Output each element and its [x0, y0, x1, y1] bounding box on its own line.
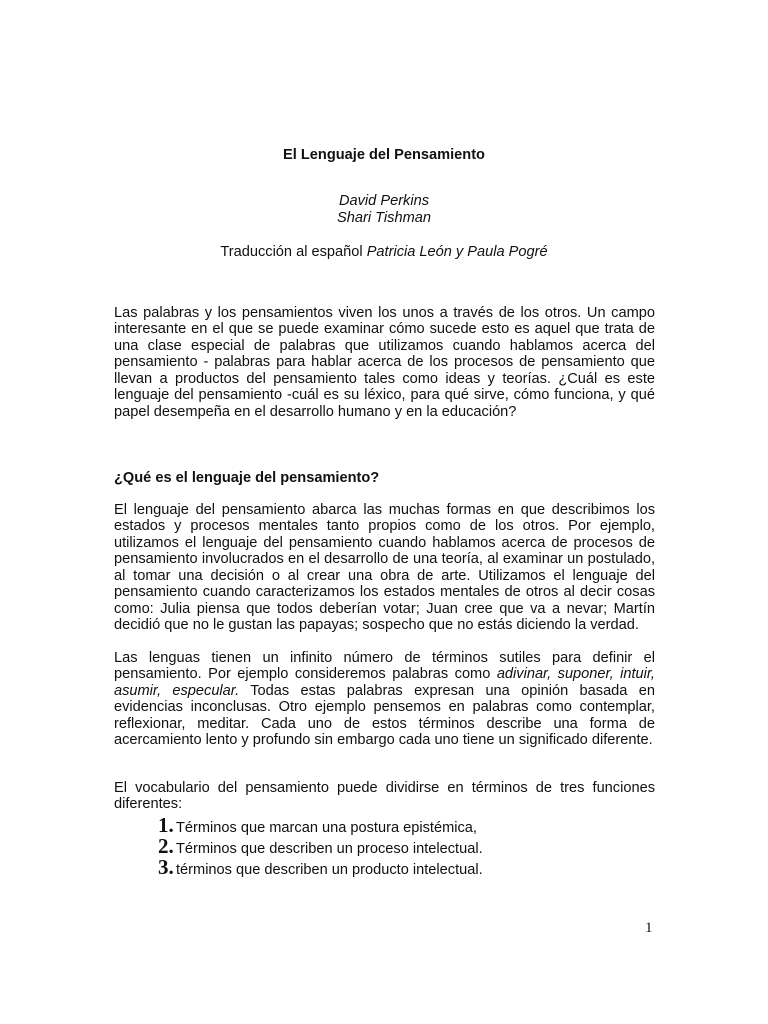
list-item — [158, 834, 483, 858]
paragraph-text: Todas estas palabras expresan una opinión basada en evidencias inconclusas. Otro ejemplo pensemos en palabras como contemplar, reflexionar, meditar. Cada uno de estos términos describe una forma de acercamiento lento y profundo sin embargo cada uno tiene un significado diferente. — [114, 682, 655, 749]
author-name: David Perkins — [338, 193, 430, 209]
author-name: Shari Tishman — [337, 209, 431, 226]
list-number: 1. — [158, 813, 174, 837]
list-number: 2. — [158, 834, 174, 858]
list-number: 3. — [158, 855, 174, 879]
paragraph-text: Las lenguas tienen un infinito número de términos sutiles para definir el pensamiento. Por ejemplo consideremos palabras como — [114, 650, 655, 683]
translation-prefix: Traducción al español — [220, 244, 367, 260]
numbered-list — [158, 813, 483, 879]
list-item — [158, 855, 483, 879]
list-item-text: términos que describen un producto intelectual. — [176, 862, 483, 878]
document-title: El Lenguaje del Pensamiento — [283, 147, 485, 163]
body-paragraph: El lenguaje del pensamiento abarca las muchas formas en que describimos los estados y procesos mentales tanto propios como de los otros. Por ejemplo, utilizamos el lenguaje del pensamiento cuando hablamos acerca de procesos de pensamiento involucrados en el desarrollo de una teoría, al examinar un postulado, al tomar una decisión o al crear una obra de arte. Utilizamos el lenguaje del pensamiento cuando caracterizamos los estados mentales de otros al decir cosas como: Julia piensa que todos deberían votar; Juan cree que va a nevar; Martín decidió que no le gustan las papayas; sospecho que no estás diciendo la verdad. — [114, 502, 655, 634]
translator-names: Patricia León y Paula Pogré — [366, 244, 548, 260]
section-heading: ¿Qué es el lenguaje del pensamiento? — [114, 470, 380, 486]
intro-paragraph: Las palabras y los pensamientos viven los unos a través de los otros. Un campo interesante en el que se puede examinar cómo sucede esto es aquel que trata de una clase especial de palabras que utilizamos cuando hablamos acerca del pensamiento - palabras para hablar acerca de los procesos de pensamiento que llevan a productos del pensamiento tales como ideas y teorías. ¿Cuál es este lenguaje del pensamiento -cuál es su léxico, para qué sirve, cómo funciona, y qué papel desempeña en el desarrollo humano y en la educación? — [114, 305, 655, 420]
page-number: 1 — [645, 920, 653, 936]
list-item-text: Términos que describen un proceso intelectual. — [176, 841, 483, 857]
body-paragraph: El vocabulario del pensamiento puede dividirse en términos de tres funciones diferentes: — [114, 780, 655, 813]
list-item-text: Términos que marcan una postura epistémica, — [176, 820, 477, 836]
list-item — [158, 813, 483, 837]
translation-credit — [0, 243, 768, 261]
paragraph-italic-text: adivinar, suponer, intuir, asumir, especular. — [114, 666, 655, 699]
body-paragraph — [114, 650, 655, 749]
